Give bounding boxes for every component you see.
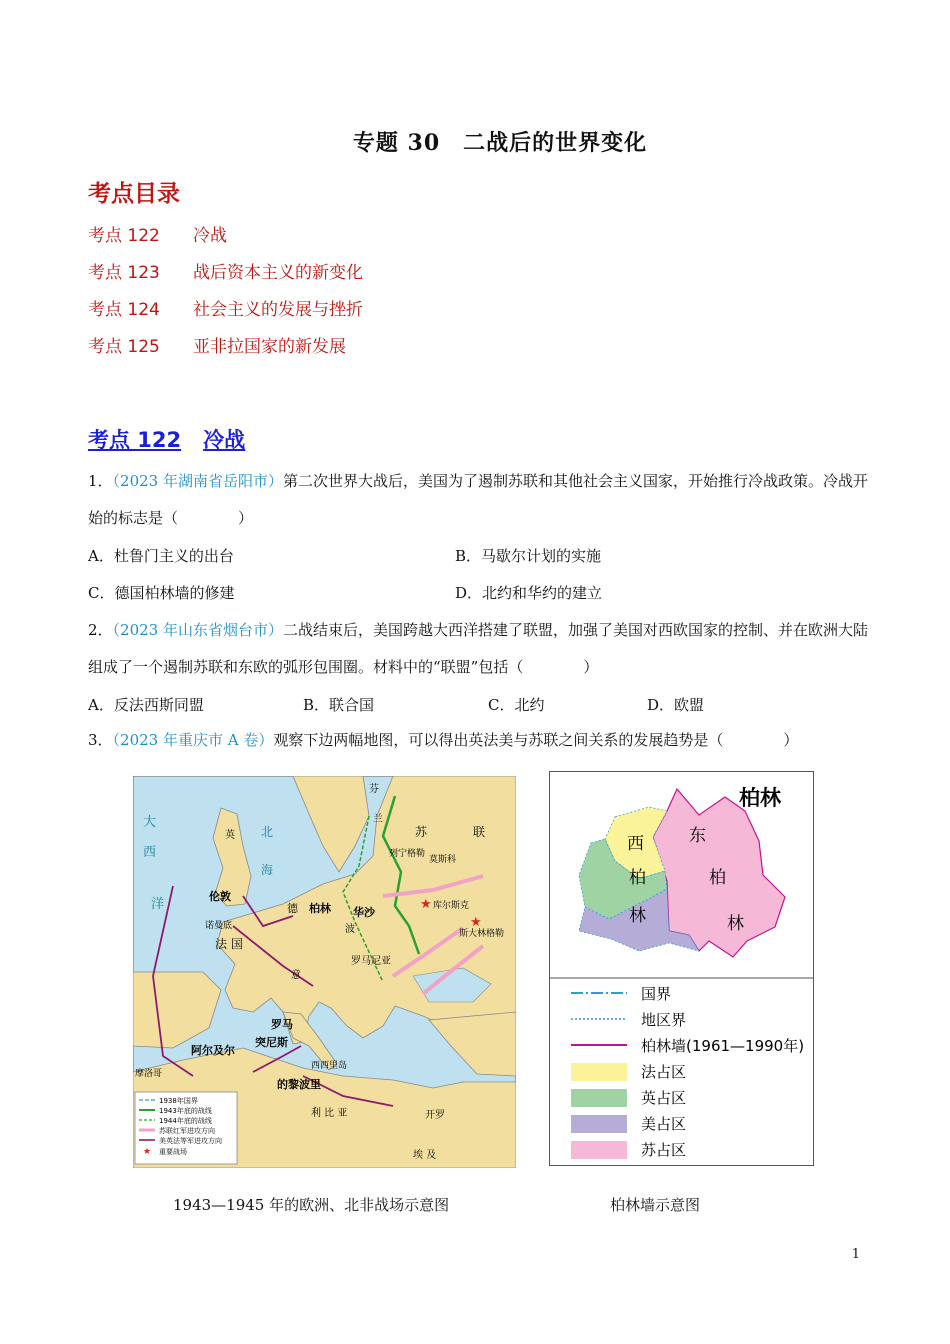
option-a[interactable]: A．杜鲁门主义的出台	[88, 547, 234, 565]
toc-item[interactable]	[88, 258, 363, 283]
map-label: 英	[225, 830, 235, 841]
toc-item[interactable]	[88, 221, 227, 246]
page-number: 1	[851, 1247, 860, 1262]
west-berlin-char: 西	[627, 834, 644, 854]
map-label: 兰	[373, 814, 383, 825]
option-c[interactable]: C．北约	[488, 696, 545, 714]
map-label: 法 国	[215, 937, 243, 951]
toc-item-label: 战后资本主义的新变化	[193, 263, 363, 283]
europe-war-map	[133, 776, 516, 1168]
east-berlin-char: 柏	[709, 868, 726, 888]
legend-label: 美英法等军进攻方向	[159, 1137, 222, 1145]
map-label: 联	[473, 825, 486, 839]
legend-label: 国界	[641, 985, 672, 1003]
map-label: 库尔斯克	[433, 901, 470, 911]
map2-caption: 柏林墙示意图	[610, 1196, 701, 1214]
battle-star-icon: ★	[420, 897, 432, 912]
toc-item[interactable]	[88, 332, 346, 357]
legend-swatch	[571, 1141, 627, 1159]
legend-label: 苏占区	[641, 1141, 687, 1159]
map-label: 大	[143, 815, 157, 830]
map-label: 的黎波里	[277, 1078, 321, 1091]
map-label: 莫斯科	[429, 855, 457, 865]
map-label: 开罗	[425, 1110, 445, 1121]
question-2	[88, 612, 868, 686]
question-1	[88, 463, 868, 537]
question-source: （2023 年山东省烟台市）	[112, 621, 283, 639]
map-label: 诺曼底	[205, 921, 233, 931]
map-label: 阿尔及尔	[191, 1044, 235, 1057]
toc-item-label: 亚非拉国家的新发展	[193, 337, 346, 357]
legend-swatch	[571, 1115, 627, 1133]
map-label: 罗马	[271, 1018, 293, 1031]
map-label: 埃 及	[413, 1150, 437, 1161]
legend-label: 柏林墙(1961—1990年)	[641, 1037, 805, 1055]
legend-label: 1938年国界	[159, 1097, 198, 1105]
map-label: 斯大林格勒	[459, 929, 505, 939]
question-text: 二战结束后，美国跨越大西洋搭建了联盟，加强了美国对西欧国家的控制、并在欧洲大陆组成了一个遏制苏联和东欧的弧形包围圈。材料中的“联盟”包括（ ）	[88, 621, 869, 676]
map-label: 罗马尼亚	[351, 956, 391, 967]
map-label: 伦敦	[209, 890, 231, 903]
legend-swatch	[571, 1063, 627, 1081]
map-label: 突尼斯	[255, 1036, 288, 1049]
question-number: 3．	[88, 731, 113, 749]
option-d[interactable]: D．北约和华约的建立	[455, 584, 603, 602]
west-berlin-char: 林	[629, 906, 646, 926]
legend-label: 法占区	[641, 1063, 687, 1081]
toc-item-label: 社会主义的发展与挫折	[193, 300, 363, 320]
toc-item-num: 考点 123	[88, 263, 160, 283]
toc-item-label: 冷战	[193, 226, 227, 246]
option-b[interactable]: B．联合国	[303, 696, 375, 714]
toc-item-num: 考点 122	[88, 226, 160, 246]
legend-label: 地区界	[641, 1011, 687, 1029]
question-source: （2023 年湖南省岳阳市）	[112, 472, 283, 490]
question-number: 2．	[88, 621, 113, 639]
legend-label: 1943年底的战线	[159, 1107, 212, 1115]
question-text: 观察下边两幅地图，可以得出英法美与苏联之间关系的发展趋势是（ ）	[273, 731, 799, 749]
map-label: 德	[287, 902, 298, 915]
map-label: 柏林	[309, 902, 331, 915]
west-berlin-char: 柏	[629, 868, 646, 888]
map-label: 意	[291, 970, 301, 981]
map-label: 利 比 亚	[311, 1108, 348, 1119]
option-d[interactable]: D．欧盟	[647, 696, 705, 714]
toc-heading: 考点目录	[88, 181, 180, 207]
section-label: 冷战	[203, 428, 246, 452]
map-label: 苏	[415, 825, 428, 839]
map-label: 摩洛哥	[135, 1069, 163, 1079]
question-source: （2023 年重庆市 A 卷）	[112, 731, 274, 749]
map-label: 西西里岛	[311, 1061, 348, 1071]
toc-item-num: 考点 124	[88, 300, 160, 320]
legend-label: 英占区	[641, 1089, 687, 1107]
battle-star-icon: ★	[143, 1147, 152, 1157]
map-label: 洋	[151, 897, 165, 912]
map-label: 西	[143, 845, 157, 860]
legend-label: 美占区	[641, 1115, 687, 1133]
map-label: 海	[261, 863, 274, 877]
legend-label: 苏联红军进攻方向	[159, 1127, 215, 1135]
east-berlin-char: 林	[727, 914, 744, 934]
map-label: 芬	[369, 784, 379, 795]
option-b[interactable]: B．马歇尔计划的实施	[455, 547, 602, 565]
option-c[interactable]: C．德国柏林墙的修建	[88, 584, 235, 602]
map2-title: 柏林	[739, 786, 781, 810]
berlin-wall-map	[549, 771, 814, 1166]
east-berlin-char: 东	[689, 826, 706, 846]
battle-star-icon: ★	[470, 915, 482, 930]
section-num: 考点 122	[88, 428, 182, 452]
question-text: 第二次世界大战后，美国为了遏制苏联和其他社会主义国家，开始推行冷战政策。冷战开始的标志是（ ）	[88, 472, 869, 527]
map-label: 列宁格勒	[389, 849, 426, 859]
legend-label: 1944年底的战线	[159, 1117, 212, 1125]
question-number: 1．	[88, 472, 113, 490]
question-3	[88, 722, 878, 759]
option-a[interactable]: A．反法西斯同盟	[88, 696, 204, 714]
legend-label: 重要战场	[159, 1148, 187, 1156]
page-title: 专题 30 二战后的世界变化	[352, 130, 648, 156]
section-heading[interactable]	[88, 424, 245, 454]
legend-swatch	[571, 1089, 627, 1107]
map-label: 北	[261, 825, 274, 839]
map-label: 华沙	[353, 906, 375, 919]
toc-item-num: 考点 125	[88, 337, 160, 357]
map1-caption: 1943—1945 年的欧洲、北非战场示意图	[173, 1196, 450, 1214]
toc-item[interactable]	[88, 295, 363, 320]
map-label: 波	[345, 924, 355, 935]
